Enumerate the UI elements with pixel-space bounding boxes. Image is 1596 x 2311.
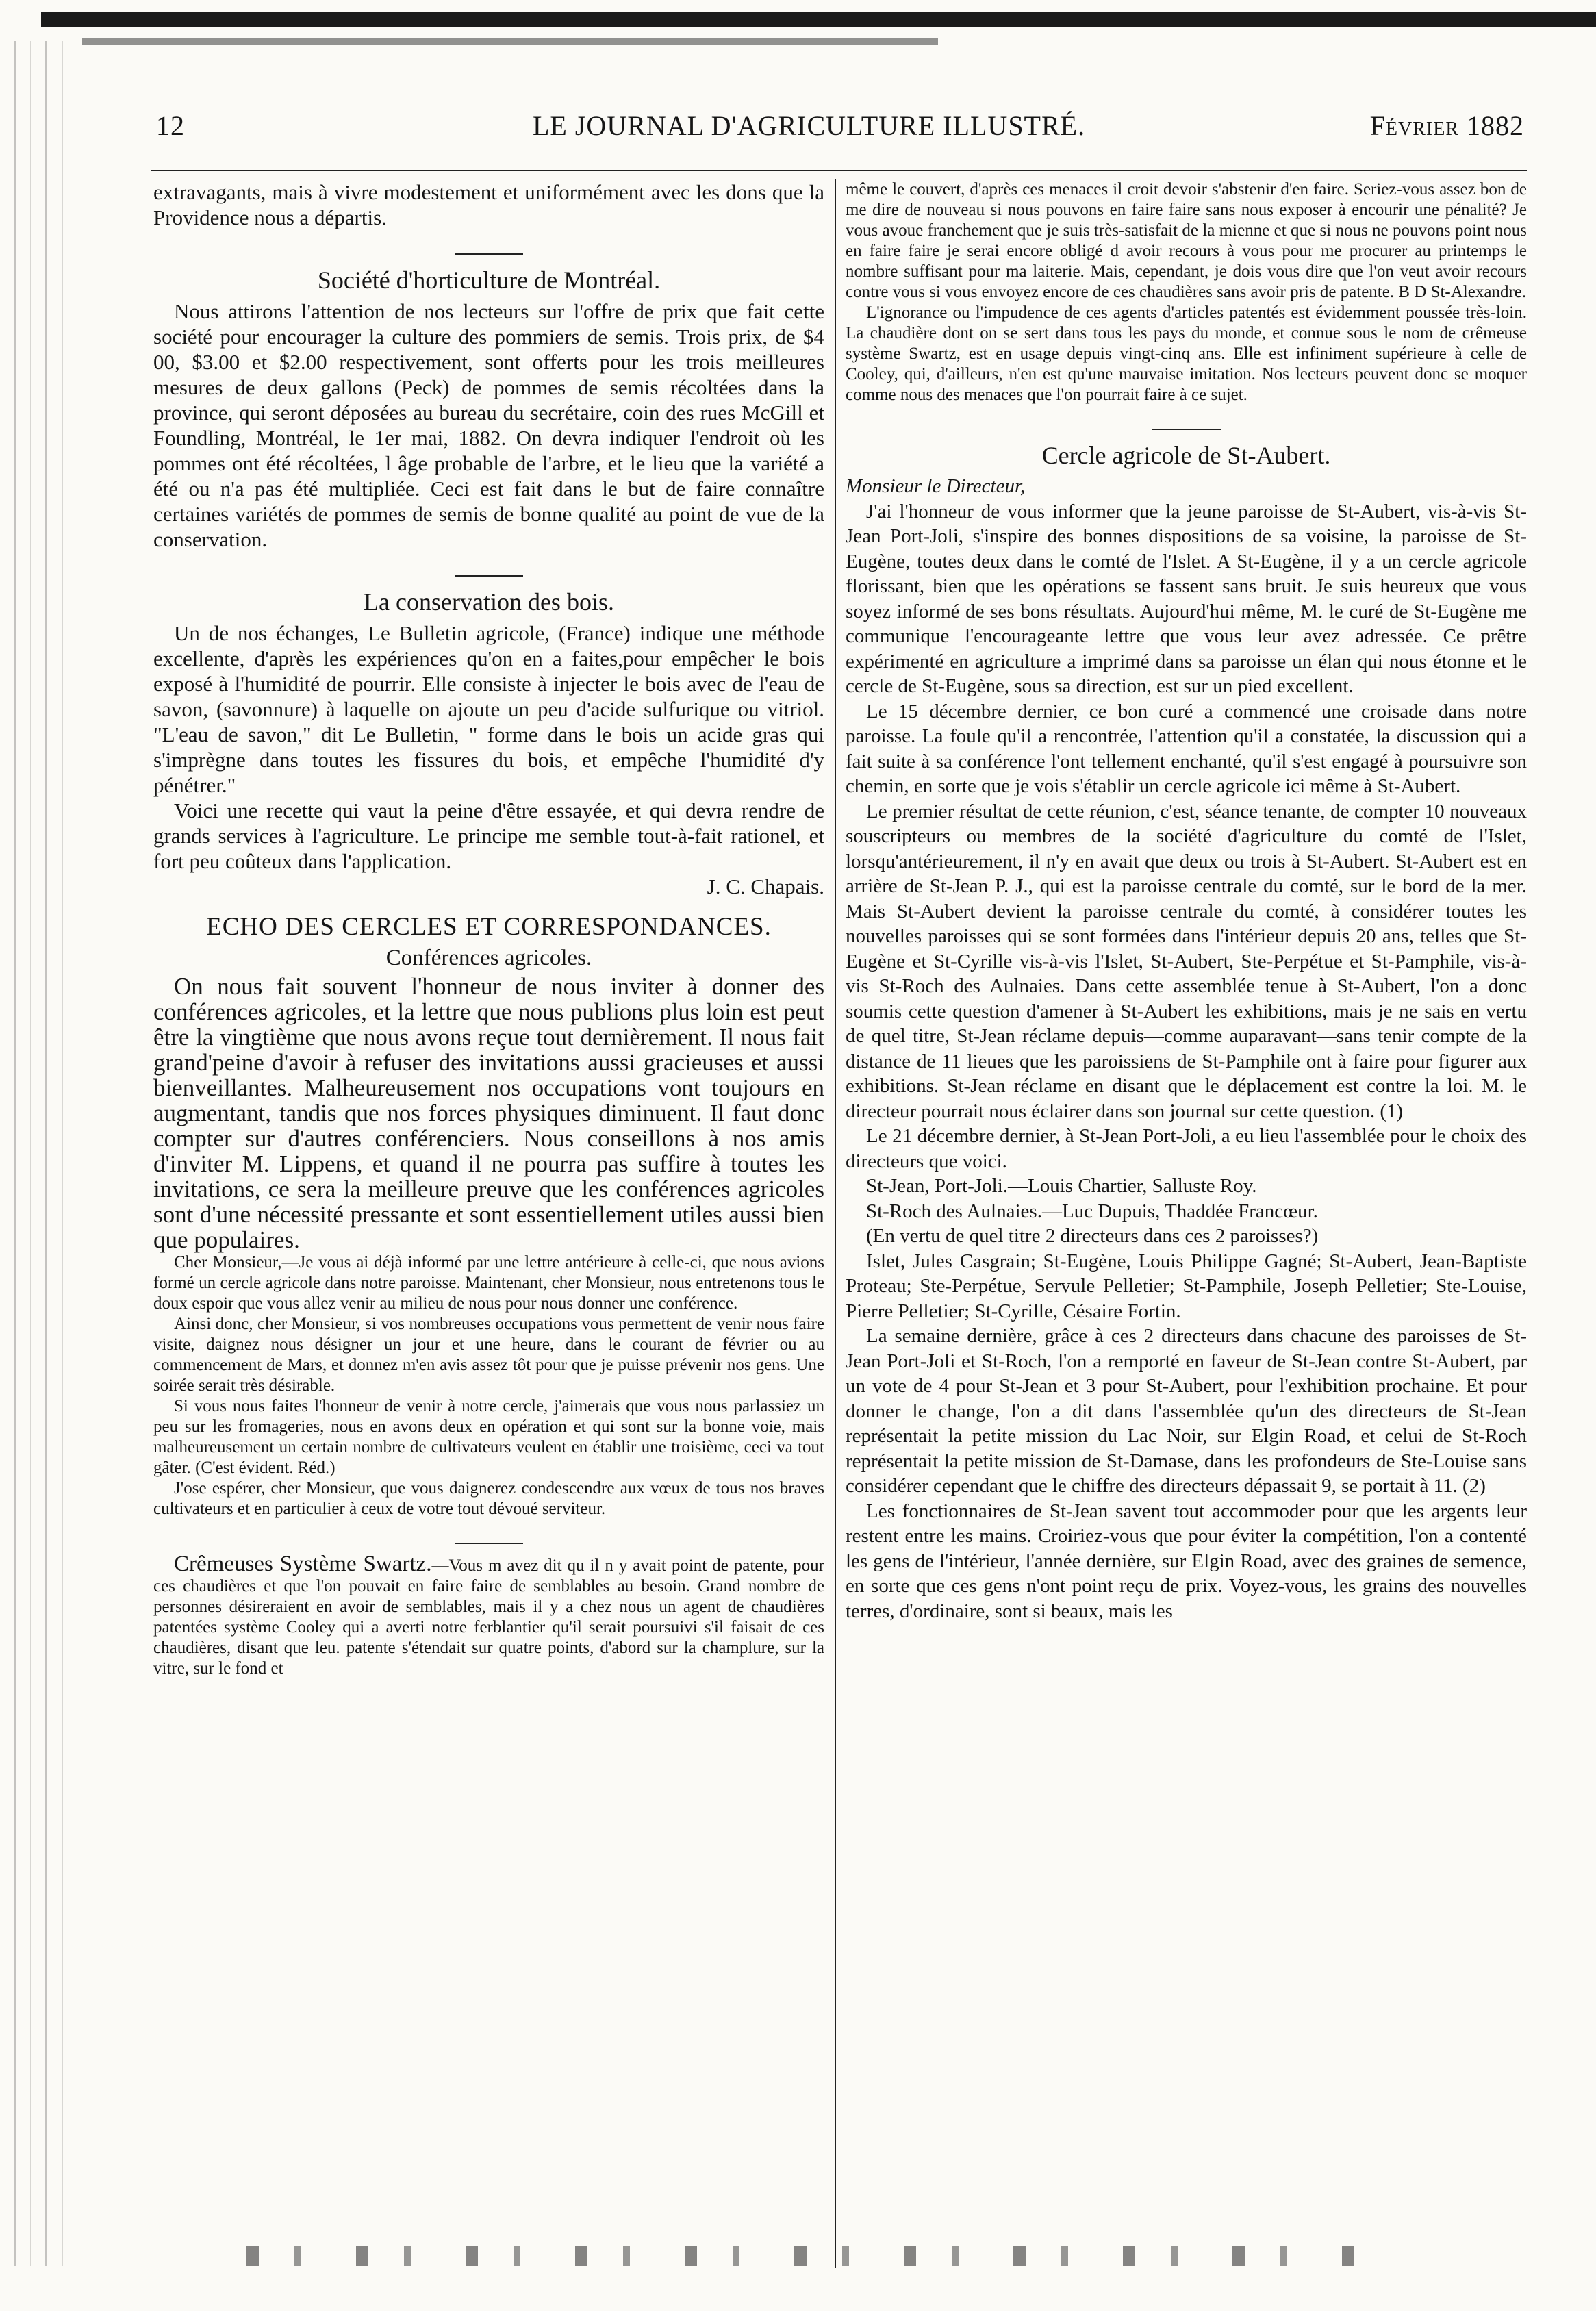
section-rule — [455, 253, 523, 255]
conservation-paragraph-2: Voici une recette qui vaut la peine d'être essayée, et qui devra rendre de grands services à l'agriculture. Le principe me semble tout-à-fait rationel, et fort peu coûteux dans l'application. — [153, 798, 824, 873]
echo-title: ECHO DES CERCLES ET CORRESPONDANCES. — [206, 913, 772, 941]
column-divider — [835, 179, 836, 2268]
issue-date: Février 1882 — [1369, 110, 1524, 141]
patent-editorial: L'ignorance ou l'impudence de ces agents d'articles patentés est évidemment poussée très-loin. La chaudière dont on se sert dans tous les pays du monde, et connue sous le nom de crêmeuse système Swartz, est en usage depuis vingt-cinq ans. Elle est infiniment supérieure à celle de Cooley, qui, d'ailleurs, n'en est qu'une mauvaise imitation. Nos lecteurs peuvent donc se moquer comme nous des menaces que l'on pourrait faire à ce sujet. — [846, 303, 1527, 404]
directors-line-3: (En vertu de quel titre 2 directeurs dans ces 2 paroisses?) — [866, 1225, 1319, 1247]
st-aubert-paragraph-6: Les fonctionnaires de St-Jean savent tout accommoder pour que les argents leur restent entre les mains. Croiriez-vous que pour éviter la compétition, l'on a contenté les gens de l'intérieur, l'année dernière, sur Elgin Road, avec des graines de semence, en sorte que ces gens n'ont point reçu de prix. Voyez-vous, les grains des nouvelles terres, d'ordinaire, sont si beaux, mais les — [846, 1500, 1527, 1622]
directors-line-2: St-Roch des Aulnaies.—Luc Dupuis, Thaddée Francœur. — [866, 1200, 1318, 1222]
swartz-title: Crêmeuses Système Swartz. — [174, 1552, 432, 1576]
conservation-paragraph-1: Un de nos échanges, Le Bulletin agricole, (France) indique une méthode excellente, d'après les expériences qu'on en a faites,pour empêcher le bois exposé à l'humidité de pourrir. Elle consiste à injecter le bois avec de l'eau de savon, (savonnure) à laquelle on ajoute un peu d'acide sulfurique ou vitriol. "L'eau de savon," dit Le Bulletin, " forme dans le bois un acide gras qui s'imprègne dans toutes les fissures du bois, et empêche l'humidité d'y pénétrer." — [153, 621, 824, 797]
st-aubert-title: Cercle agricole de St-Aubert. — [1041, 442, 1331, 469]
conferences-subtitle: Conférences agricoles. — [385, 946, 592, 970]
horticulture-title: Société d'horticulture de Montréal. — [317, 266, 661, 294]
top-scan-streak — [82, 38, 938, 45]
swartz-text: —Vous m avez dit qu il n y avait point de patente, pour ces chaudières et que l'on pouvait en faire faire de semblables au besoin. Grand nombre de personnes désireraient en avoir de semblables, mais il y a chez nous un agent de chaudières patentées système Cooley qui a averti notre ferblantier qu'il serait poursuivi s'il faisait de ces chaudières, disant que leu. patente s'étendait sur quatre points, d'abord sur la champlure, sur la vitre, sur le fond et — [153, 1556, 824, 1678]
st-aubert-paragraph-1: J'ai l'honneur de vous informer que la jeune paroisse de St-Aubert, vis-à-vis St-Jean Port-Joli, s'inspire des bonnes dispositions de sa voisine, la paroisse de St-Eugène, toutes deux dans le comté de l'Islet. A St-Eugène, il y a un cercle agricole florissant, bien que les opérations se fassent sans bruit. Je suis heureux que vous soyez informé de ses bons résultats. Aujourd'hui même, M. le curé de St-Eugène me communique l'encourageante lettre que vous leur avez adressée. Ce prêtre expérimenté en agriculture a imprimé dans sa paroisse un élan qui nous étonne et le cercle de St-Eugène, sous sa direction, est sur un pied excellent. — [846, 500, 1527, 697]
section-rule — [1152, 429, 1221, 430]
conservation-title: La conservation des bois. — [364, 588, 614, 616]
right-column — [846, 179, 1527, 1624]
letter-paragraph-3: Si vous nous faites l'honneur de venir à notre cercle, j'aimerais que vous nous parlassiez un peu sur les fromageries, nous en avons deux en opération et qui sont sur la bonne voie, mais malheureusement un certain nombre de cultivateurs veulent en établir une troisième, ceci va tout gâter. (C'est évident. Réd.) — [153, 1397, 824, 1477]
journal-title: LE JOURNAL D'AGRICULTURE ILLUSTRÉ. — [533, 110, 1086, 141]
conferences-paragraph: On nous fait souvent l'honneur de nous inviter à donner des conférences agricoles, et la lettre que nous publions plus loin est peut être la vingtième que nous avons reçue tout dernièrement. Il nous fait grand'peine d'avoir à refuser des invitations aussi gracieuses et aussi bienveillantes. Malheureusement nos occupations vont toujours en augmentant, tandis que nos forces physiques diminuent. Il faut donc compter sur d'autres conférenciers. Nous conseillons à nos amis d'inviter M. Lippens, et quand il ne pourra pas suffire à toutes les invitations, ce sera la meilleure preuve que les conférences agricoles sont d'une nécessité pressante et sont essentiellement utiles aussi bien que populaires. — [153, 973, 824, 1253]
swartz-paragraph — [153, 1554, 824, 1679]
intro-paragraph: extravagants, mais à vivre modestement et uniformément avec les dons que la Providence nous a départis. — [153, 180, 824, 229]
header-rule — [151, 170, 1527, 171]
section-rule — [455, 575, 523, 577]
bottom-scan-marks — [246, 2246, 1383, 2266]
page-number: 12 — [156, 110, 185, 141]
horticulture-paragraph: Nous attirons l'attention de nos lecteurs sur l'offre de prix que fait cette société pour encourager la culture des pommiers de semis. Trois prix, de $4 00, $3.00 et $2.00 respectivement, sont offerts pour les trois meilleures mesures de deux gallons (Peck) de pommes de semis récoltées dans la province, qui seront déposées au bureau du secrétaire, coin des rues McGill et Foundling, Montréal, le 1er mai, 1882. On devra indiquer l'endroit où les pommes ont été récoltées, l âge probable de l'arbre, et le lieu que la variété a été ou n'a pas été multipliée. Ceci est fait dans le but de faire connaître certaines variétés de pommes de semis de bonne qualité au point de vue de la conservation. — [153, 299, 824, 551]
top-scan-border — [41, 12, 1596, 27]
letter-paragraph-1: Cher Monsieur,—Je vous ai déjà informé par une lettre antérieure à celle-ci, que nous avions formé un cercle agricole dans notre paroisse. Maintenant, cher Monsieur, nous entretenons tous le doux espoir que vous allez venir au milieu de nous pour nous donner une conférence. — [153, 1253, 824, 1313]
signature-chapais: J. C. Chapais. — [707, 874, 824, 898]
section-rule — [455, 1543, 523, 1544]
st-aubert-paragraph-2: Le 15 décembre dernier, ce bon curé a commencé une croisade dans notre paroisse. La foule qu'il a rencontrée, l'attention qu'il a constatée, la discussion qui a fait suite à sa conférence l'ont tellement enchanté, qu'il s'est engagé à poursuivre son chemin, en sorte que je vois s'établir un cercle agricole ici même à St-Aubert. — [846, 700, 1527, 797]
swartz-continued: même le couvert, d'après ces menaces il croit devoir s'abstenir d'en faire. Seriez-vous assez bon de me dire de nouveau si nous pouvons en faire faire sans nous exposer à encourir une pénalité? Je vous avoue franchement que je suis très-satisfait de la mienne et que si nous ne pouvons point nous en faire faire je serai encore obligé d avoir recours à vous pour me procurer au printemps le nombre suffisant pour ma laiterie. Mais, cependant, je dois vous dire que l'on veut avoir recours contre vous si vous envoyez encore de ces chaudières sans avoir pris de patente. B D St-Alexandre. — [846, 180, 1527, 301]
letter-paragraph-4: J'ose espérer, cher Monsieur, que vous daignerez condescendre aux vœux de tous nos braves cultivateurs et en particulier à ceux de votre tout dévoué serviteur. — [153, 1479, 824, 1518]
st-aubert-paragraph-5: La semaine dernière, grâce à ces 2 directeurs dans chacune des paroisses de St-Jean Port-Joli et St-Roch, l'on a remporté en faveur de St-Jean contre St-Aubert, par un vote de 4 pour St-Jean et 3 pour St-Aubert, pour l'exhibition prochaine. Et pour donner le change, l'on a dit dans l'assemblée qu'un des directeurs de St-Jean représentait la petite mission du Lac Noir, sur Elgin Road, et celui de St-Roch représentait la petite mission de St-Damase, dans les profondeurs de Ste-Louise sans considérer cependant que le chiffre des directeurs dépassait 9, se portait à 11. (2) — [846, 1325, 1527, 1497]
st-aubert-paragraph-4: Le 21 décembre dernier, à St-Jean Port-Joli, a eu lieu l'assemblée pour le choix des directeurs que voici. — [846, 1125, 1527, 1172]
binding-edge — [0, 41, 74, 2266]
directors-line-4: Islet, Jules Casgrain; St-Eugène, Louis Philippe Gagné; St-Aubert, Jean-Baptiste Proteau; Ste-Perpétue, Servule Pelletier; St-Pamphile, Joseph Pelletier; Ste-Louise, Pierre Pelletier; St-Cyrille, Césaire Fortin. — [846, 1250, 1527, 1322]
salutation: Monsieur le Directeur, — [846, 475, 1026, 497]
letter-paragraph-2: Ainsi donc, cher Monsieur, si vos nombreuses occupations vous permettent de venir nous faire visite, daignez nous désigner un jour et une heure, dans le courant de février ou au commencement de Mars, et donnez m'en avis assez tôt pour que je puisse prévenir nos gens. Une soirée serait très désirable. — [153, 1315, 824, 1395]
left-column — [153, 179, 824, 1679]
st-aubert-paragraph-3: Le premier résultat de cette réunion, c'est, séance tenante, de compter 10 nouveaux souscripteurs ou membres de la société d'agriculture du comté de l'Islet, lorsqu'antérieurement, il n'y en avait que deux ou trois à St-Aubert. St-Aubert est en arrière de St-Jean P. J., qui est la paroisse centrale du comté, sur le bord de la mer. Mais St-Aubert devient la paroisse centrale du comté, à considérer toutes les nouvelles paroisses qui se sont formées dans l'intérieur depuis 20 ans, telles que St-Eugène et St-Cyrille vis-à-vis l'Islet, St-Aubert, Ste-Perpétue et St-Pamphile, vis-à-vis St-Roch des Aulnaies. Dans cette assemblée tenue à St-Aubert, l'on a donc soumis cette question d'amener à St-Aubert les exhibitions, mais je ne sais en vertu de quel titre, St-Jean réclame depuis—comme auparavant—sans tenir compte de la distance de 11 lieues que les paroissiens de St-Pamphile ont à faire pour figurer aux exhibitions. St-Jean réclame en disant que le déplacement est contre la loi. M. le directeur pourrait nous éclairer dans son journal sur cette question. (1) — [846, 800, 1527, 1122]
page-header — [156, 110, 1524, 151]
directors-line-1: St-Jean, Port-Joli.—Louis Chartier, Salluste Roy. — [866, 1175, 1257, 1197]
